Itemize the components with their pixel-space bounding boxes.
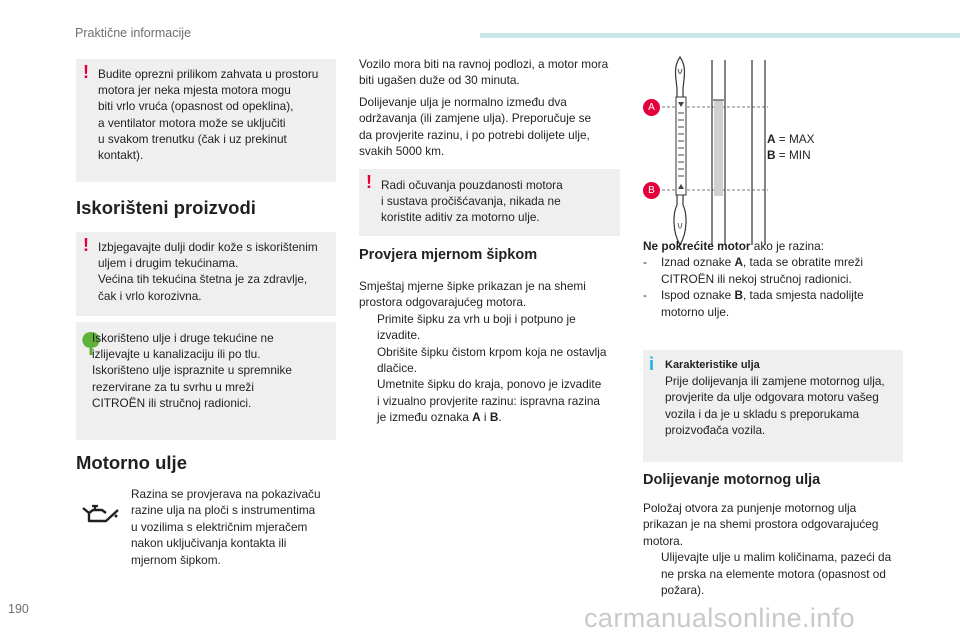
eco-note-text: Iskorišteno ulje i druge tekućine ne izlijevajte u kanalizaciju ili po tlu. Iskorišteno ulje ispraznite u spremnike rezervirane za tu svrhu u mreži CITROËN ili stručnoj radionici. [92,331,292,410]
dipstick-procedure: Smještaj mjerne šipke prikazan je na shemi prostora odgovarajućeg motora. Primite šipku za vrh u boji i potpuno je izvadite. Obrišite šipku čistom krpom koja ne ostavlja dlačice. Umetnite šipku do kraja, ponovo je izvadite i vizualno provjerite razinu: ispravna razina je između oznaka A i B. [359,278,621,426]
warning-box-skin-contact [76,232,336,316]
oil-can-icon [80,500,120,524]
info-box-oil-specs [643,350,903,462]
section-heading-topup-oil: Dolijevanje motornog ulja [643,472,821,488]
header-accent-bar [480,33,960,38]
eco-note-box [76,322,336,440]
warning-icon: ! [83,235,89,255]
warning-text: Budite oprezni prilikom zahvata u prostoru motora jer neka mjesta motora mogu biti vrlo vruća (opasnost od opeklina), a ventilator motora može se uključiti u svakom trenutku (čak i uz prekinut kontakt). [98,67,319,163]
list-item: Ulijevajte ulje u malim količinama, pazeći da ne prska na elemente motora (opasnost od požara). [661,550,892,598]
list-item: - Ispod oznake B, tada smjesta nadolijte motorno ulje. [643,288,864,319]
warning-icon: ! [83,62,89,82]
list-item: Primite šipku za vrh u boji i potpuno je izvadite. [377,311,576,343]
dipstick-diagram [640,55,820,250]
marker-a: A [643,99,660,116]
warning-icon: ! [366,172,372,192]
paragraph-topup-interval: Dolijevanje ulja je normalno između dva održavanja (ili zamjene ulja). Preporučuje se da provjerite razinu, i po potrebi dolijete ulje, svakih 5000 km. [359,95,592,159]
diagram-legend: A = MAX B = MIN [767,132,815,163]
info-text: Karakteristike ulja Prije dolijevanja ili zamjene motornog ulja, provjerite da ulje odgovara motoru vašeg vozila i da je u skladu s preporukama proizvođača vozila. [665,359,885,437]
warning-box-additive [359,169,620,236]
warning-text: Radi očuvanja pouzdanosti motora i sustava pročišćavanja, nikada ne koristite aditiv za motorno ulje. [381,178,563,225]
marker-b: B [643,182,660,199]
do-not-start-warning: Ne pokrećite motor ako je razina: - Iznad oznake A, tada se obratite mreži CITROËN ili nekoj stručnoj radionici. - Ispod oznake B, tada smjesta nadolijte motorno ulje. [643,238,913,320]
info-icon: i [649,354,655,374]
list-item: Obrišite šipku čistom krpom koja ne ostavlja dlačice. [377,344,607,376]
section-heading-dipstick-check: Provjera mjernom šipkom [359,247,538,263]
warning-text: Izbjegavajte dulji dodir kože s iskorištenim uljem i drugim tekućinama. Većina tih tekućina štetna je za zdravlje, čak i vrlo korozivna. [98,240,318,303]
engine-oil-paragraph: Razina se provjerava na pokazivaču razine ulja na ploči s instrumentima u vozilima s električnim mjeračem nakon uključivanja kontakta ili mjernom šipkom. [131,487,321,567]
paragraph-level-ground: Vozilo mora biti na ravnoj podlozi, a motor mora biti ugašen duže od 30 minuta. [359,57,609,88]
section-heading-used-products: Iskorišteni proizvodi [76,197,256,218]
warning-box-hot-engine [76,59,336,182]
topup-procedure: Položaj otvora za punjenje motornog ulja prikazan je na shemi prostora odgovarajućeg motora. Ulijevajte ulje u malim količinama, pazeći da ne prska na elemente motora (opasnost od požara). [643,500,913,598]
list-item: Umetnite šipku do kraja, ponovo je izvadite i vizualno provjerite razinu: ispravna razina je između oznaka A i B. [377,377,602,425]
running-header: Praktične informacije [75,26,192,40]
watermark: carmanualsonline.info [584,603,856,633]
list-item: - Iznad oznake A, tada se obratite mreži CITROËN ili nekoj stručnoj radionici. [643,255,863,286]
page-number: 190 [8,602,29,616]
section-heading-engine-oil: Motorno ulje [76,452,187,473]
